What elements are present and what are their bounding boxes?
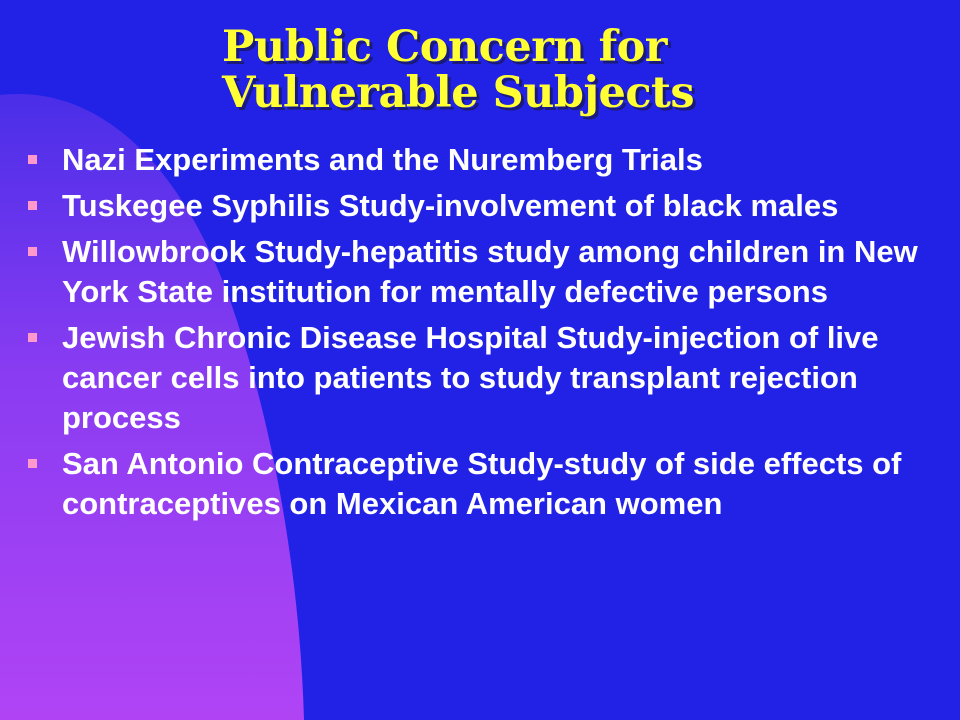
slide-title (222, 24, 694, 116)
square-bullet-icon (28, 333, 37, 342)
bullet-text: Willowbrook Study-hepatitis study among children in New York State institution for mentally defective persons (62, 234, 918, 309)
bullet-text: Tuskegee Syphilis Study-involvement of black males (62, 188, 839, 223)
bullet-text: Jewish Chronic Disease Hospital Study-injection of live cancer cells into patients to study transplant rejection process (62, 320, 879, 435)
square-bullet-icon (28, 201, 37, 210)
bullet-text: Nazi Experiments and the Nuremberg Trials (62, 142, 703, 177)
bullet-item-tuskegee (26, 186, 926, 226)
bullet-text: San Antonio Contraceptive Study-study of side effects of contraceptives on Mexican American women (62, 446, 902, 521)
bullet-item-jewish-chronic-disease (26, 318, 926, 438)
bullet-item-nazi (26, 140, 926, 180)
title-line-1: Public Concern for (222, 22, 667, 72)
square-bullet-icon (28, 459, 37, 468)
square-bullet-icon (28, 155, 37, 164)
bullet-item-san-antonio (26, 444, 926, 524)
bullet-item-willowbrook (26, 232, 926, 312)
square-bullet-icon (28, 247, 37, 256)
title-line-2: Vulnerable Subjects (222, 68, 695, 118)
bullet-list (26, 140, 926, 530)
